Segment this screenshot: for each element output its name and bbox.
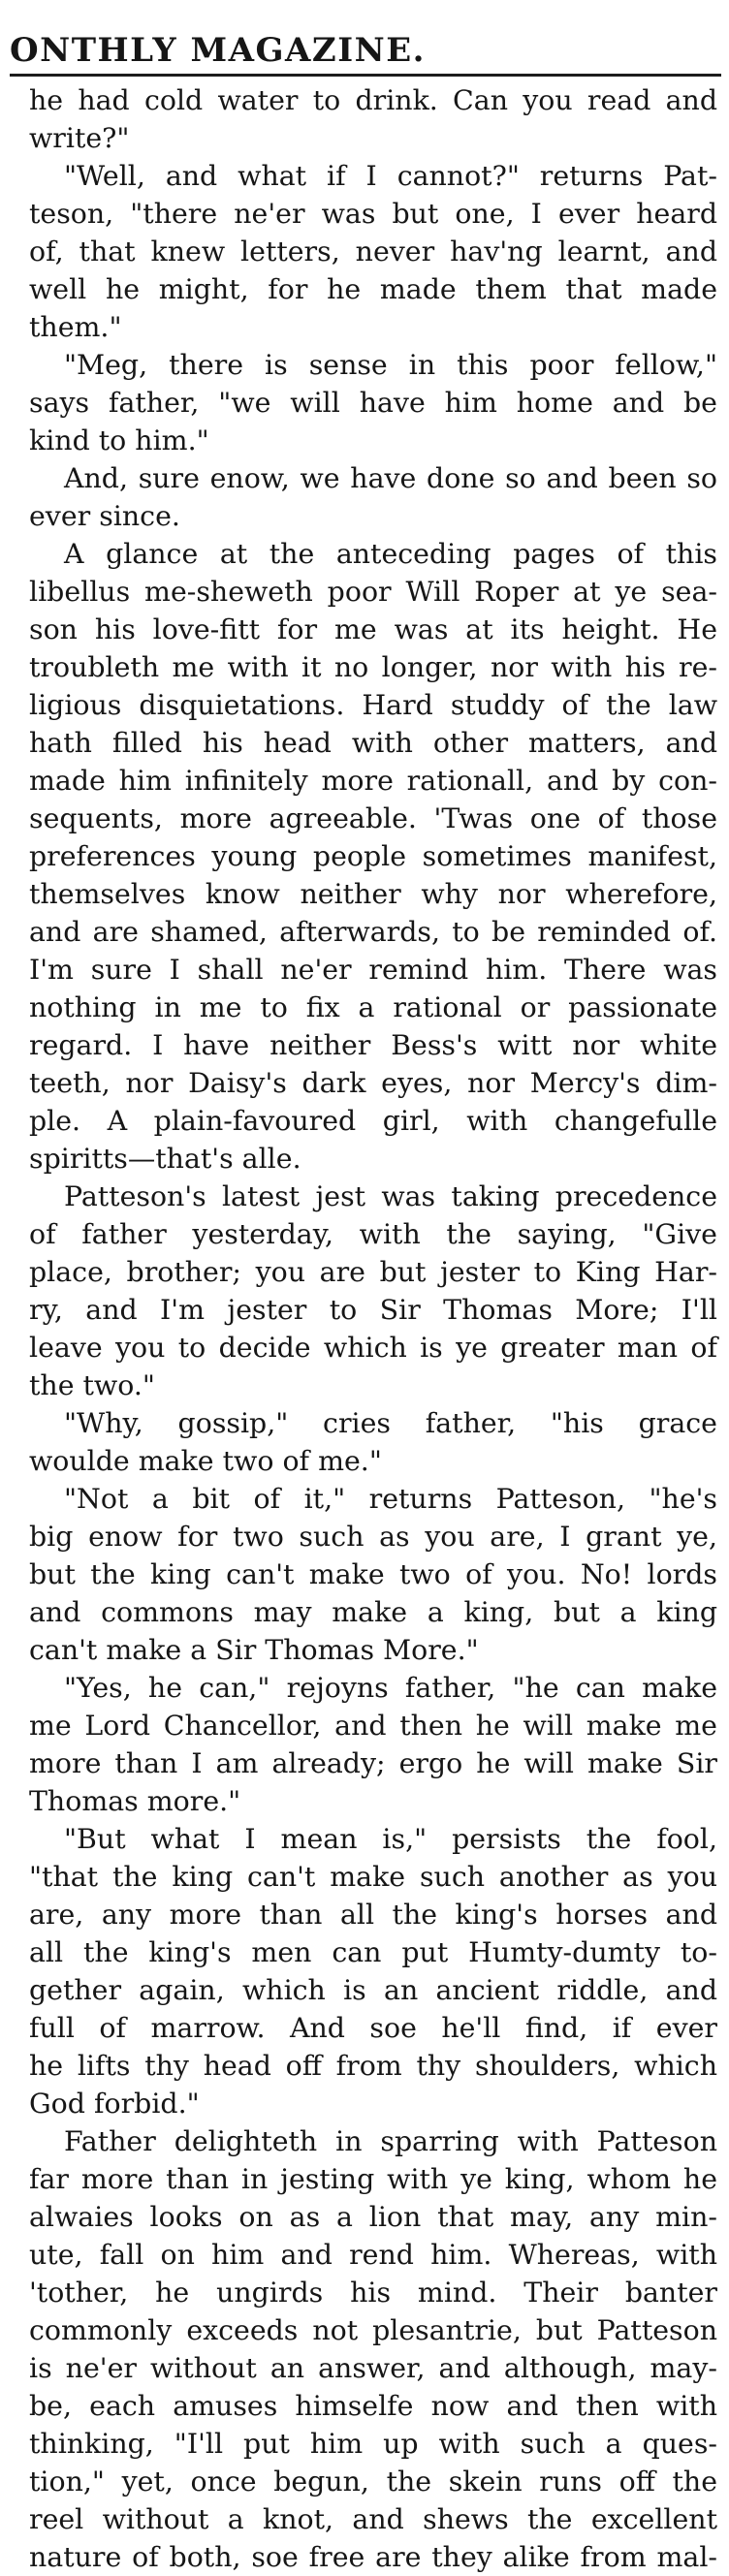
text-line: place, brother; you are but jester to King Har- bbox=[29, 1256, 717, 1288]
text-line: alwaies looks on as a lion that may, any min- bbox=[29, 2201, 717, 2233]
text-line: regard. I have neither Bess's witt nor white bbox=[29, 1029, 717, 1061]
text-line: full of marrow. And soe he'll find, if ever bbox=[29, 2012, 717, 2044]
text-line: and commons may make a king, but a king bbox=[29, 1596, 717, 1628]
text-line: tion," yet, once begun, the skein runs off the bbox=[29, 2466, 717, 2497]
text-line: all the king's men can put Humty-dumty to- bbox=[29, 1936, 717, 1968]
text-line: ry, and I'm jester to Sir Thomas More; I'll bbox=[29, 1294, 717, 1326]
text-line: the two." bbox=[29, 1369, 155, 1401]
header-rule bbox=[10, 74, 721, 77]
text-line: write?" bbox=[29, 122, 130, 154]
text-line: be, each amuses himselfe now and then with bbox=[29, 2390, 717, 2422]
text-line: big enow for two such as you are, I grant ye, bbox=[29, 1521, 717, 1553]
text-line: nature of both, soe free are they alike from mal- bbox=[29, 2541, 717, 2573]
text-line: of father yesterday, with the saying, "Give bbox=[29, 1218, 717, 1250]
text-line: ligious disquietations. Hard studdy of the law bbox=[29, 689, 717, 721]
running-title: ONTHLY MAGAZINE. bbox=[10, 31, 426, 70]
text-line: preferences young people sometimes manifest, bbox=[29, 840, 717, 872]
text-line: "Not a bit of it," returns Patteson, "he's bbox=[64, 1483, 717, 1515]
text-line: of, that knew letters, never hav'ng learnt, and bbox=[29, 236, 717, 267]
text-line: libellus me-sheweth poor Will Roper at ye sea- bbox=[29, 576, 717, 608]
text-line: commonly exceeds not plesantrie, but Patteson bbox=[29, 2314, 717, 2346]
text-line: Father delighteth in sparring with Patteson bbox=[64, 2125, 717, 2157]
text-line: teson, "there ne'er was but one, I ever heard bbox=[29, 198, 717, 230]
text-line: nothing in me to fix a rational or passionate bbox=[29, 991, 717, 1023]
text-line: spiritts—that's alle. bbox=[29, 1143, 301, 1175]
text-line: "But what I mean is," persists the fool, bbox=[64, 1823, 717, 1855]
text-line: "Well, and what if I cannot?" returns Pat- bbox=[64, 160, 717, 192]
text-line: and are shamed, afterwards, to be reminded of. bbox=[29, 916, 717, 948]
text-line: teeth, nor Daisy's dark eyes, nor Mercy's dim- bbox=[29, 1067, 717, 1099]
text-line: A glance at the anteceding pages of this bbox=[64, 538, 717, 570]
text-line: but the king can't make two of you. No! lords bbox=[29, 1558, 717, 1590]
text-line: reel without a knot, and shews the excellent bbox=[29, 2503, 717, 2535]
text-line: is ne'er without an answer, and although, may- bbox=[29, 2352, 717, 2384]
text-line: he lifts thy head off from thy shoulders, which bbox=[29, 2050, 717, 2082]
text-line: troubleth me with it no longer, nor with his re- bbox=[29, 651, 717, 683]
text-line: are, any more than all the king's horses and bbox=[29, 1899, 717, 1931]
text-line: far more than in jesting with ye king, whom he bbox=[29, 2163, 717, 2195]
text-line: ever since. bbox=[29, 500, 180, 532]
text-line: woulde make two of me." bbox=[29, 1445, 382, 1477]
text-line: thinking, "I'll put him up with such a ques- bbox=[29, 2428, 717, 2460]
text-line: them." bbox=[29, 311, 122, 343]
text-line: can't make a Sir Thomas More." bbox=[29, 1634, 479, 1666]
text-line: hath filled his head with other matters, and bbox=[29, 727, 717, 759]
text-column bbox=[29, 81, 717, 2576]
text-line: he had cold water to drink. Can you read and bbox=[29, 84, 717, 116]
page-header bbox=[0, 0, 729, 78]
text-line: kind to him." bbox=[29, 424, 209, 456]
text-line: "that the king can't make such another as you bbox=[29, 1861, 717, 1893]
text-line: Thomas more." bbox=[29, 1785, 241, 1817]
text-line: ute, fall on him and rend him. Whereas, with bbox=[29, 2239, 717, 2271]
text-line: well he might, for he made them that made bbox=[29, 273, 717, 305]
text-line: son his love-fitt for me was at its height. He bbox=[29, 613, 717, 645]
text-line: "Yes, he can," rejoyns father, "he can make bbox=[64, 1672, 717, 1704]
text-line: 'tother, he ungirds his mind. Their banter bbox=[29, 2277, 717, 2309]
text-line: gether again, which is an ancient riddle, and bbox=[29, 1974, 717, 2006]
text-line: ple. A plain-favoured girl, with changefulle bbox=[29, 1105, 717, 1137]
text-line: sequents, more agreeable. 'Twas one of those bbox=[29, 802, 717, 834]
text-line: themselves know neither why nor wherefore, bbox=[29, 878, 717, 910]
text-line: "Meg, there is sense in this poor fellow," bbox=[64, 349, 717, 381]
text-line: I'm sure I shall ne'er remind him. There was bbox=[29, 954, 717, 986]
text-line: "Why, gossip," cries father, "his grace bbox=[64, 1407, 717, 1439]
text-line: made him infinitely more rationall, and by con- bbox=[29, 765, 717, 797]
text-line: me Lord Chancellor, and then he will make me bbox=[29, 1710, 717, 1742]
text-line: Patteson's latest jest was taking precedence bbox=[64, 1180, 717, 1212]
text-line: And, sure enow, we have done so and been so bbox=[64, 462, 717, 494]
text-line: God forbid." bbox=[29, 2088, 200, 2120]
text-line: more than I am already; ergo he will make Sir bbox=[29, 1747, 717, 1779]
text-line: leave you to decide which is ye greater man of bbox=[29, 1332, 717, 1364]
text-line: says father, "we will have him home and be bbox=[29, 387, 717, 419]
